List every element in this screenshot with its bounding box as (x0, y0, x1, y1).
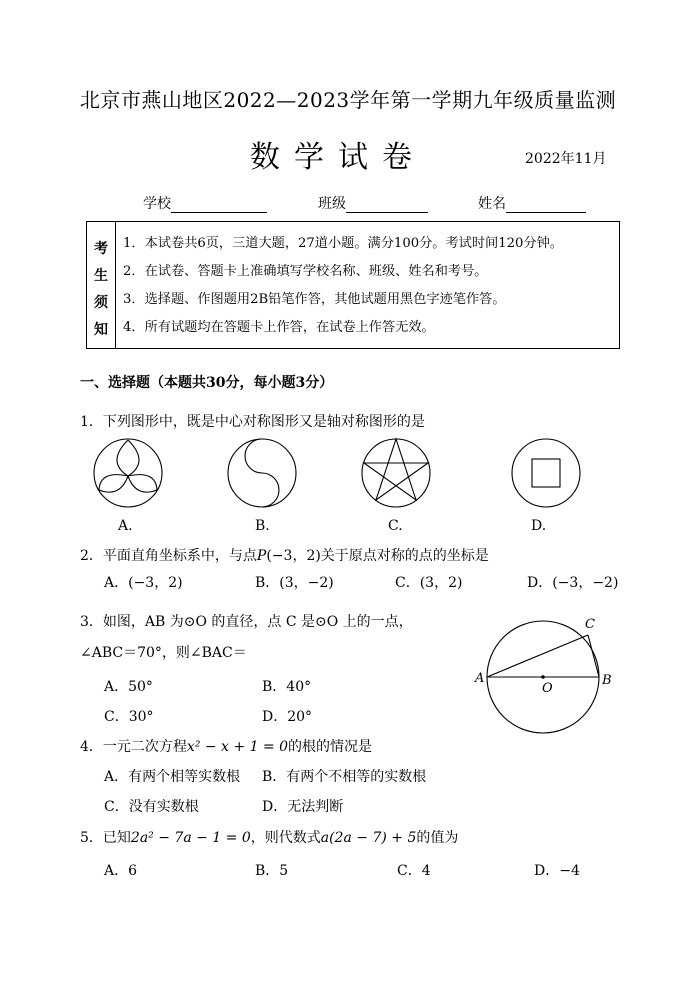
q2-stem (80, 545, 489, 565)
q1-option-a: A. (118, 518, 133, 534)
name-field (478, 193, 586, 213)
center-point (541, 675, 545, 679)
label-c: C (585, 617, 595, 632)
school-blank (171, 198, 267, 213)
school-label: 学校 (143, 196, 171, 212)
q4-equation: x² − x + 1 = 0 (186, 739, 289, 755)
chord-ac (487, 635, 588, 677)
school-field (143, 193, 267, 213)
q3-option-b: B．40° (262, 679, 312, 695)
notice-heading-char: 知 (94, 322, 108, 338)
q4-stem-b: 的根的情况是 (288, 739, 373, 755)
notice-line: 2．在试卷、答题卡上准确填写学校名称、班级、姓名和考号。 (123, 264, 488, 279)
q3-stem-line2: ∠ABC＝70°，则∠BAC＝ (80, 645, 247, 661)
class-label: 班级 (318, 196, 346, 212)
figure-d-square (512, 439, 580, 507)
q3-stem-line1: 3．如图，AB 为⊙O 的直径，点 C 是⊙O 上的一点， (80, 614, 413, 630)
q5-option-b: B．5 (255, 863, 289, 879)
q2-point: P (256, 548, 267, 564)
q4-option-a: A．有两个相等实数根 (104, 769, 241, 785)
q3-option-c: C．30° (104, 709, 154, 725)
figure-b-s-curve (228, 439, 296, 507)
q5-option-d: D．−4 (534, 863, 580, 879)
exam-date: 2022年11月 (525, 151, 607, 167)
q5-stem (80, 827, 458, 847)
name-label: 姓名 (478, 196, 506, 212)
q4-stem (80, 736, 372, 756)
notice-line: 4．所有试题均在答题卡上作答，在试卷上作答无效。 (123, 320, 435, 335)
q5-option-c: C．4 (397, 863, 431, 879)
q3-option-d: D．20° (262, 709, 313, 725)
q4-option-d: D．无法判断 (262, 799, 344, 815)
q1-figures (90, 436, 590, 510)
q2-option-c: C．(3，2) (395, 575, 463, 591)
q5-expression: a(2a − 7) + 5 (320, 830, 417, 846)
chord-bc (588, 635, 599, 677)
q2-option-d: D．(−3，−2) (527, 575, 619, 591)
q3-circle-figure (472, 612, 622, 742)
q1-option-b: B. (255, 518, 270, 534)
figure-c-pentagram (362, 439, 430, 507)
notice-heading-char: 须 (94, 295, 108, 311)
q4-option-c: C．没有实数根 (104, 799, 199, 815)
q2-stem-a: 2．平面直角坐标系中，与点 (80, 548, 257, 564)
notice-heading-char: 考 (94, 241, 108, 257)
name-blank (506, 198, 586, 213)
q2-option-b: B．(3，−2) (255, 575, 334, 591)
q2-stem-b: (−3，2)关于原点对称的点的坐标是 (266, 548, 489, 564)
section-title: 一、选择题（本题共30分，每小题3分） (80, 375, 334, 391)
q5-equation: 2a² − 7a − 1 = 0 (130, 830, 251, 846)
label-o: O (542, 681, 553, 696)
subject-title: 数学试卷 (250, 140, 426, 175)
q5-stem-b: ，则代数式 (250, 830, 321, 846)
class-blank (346, 198, 428, 213)
label-b: B (602, 673, 612, 688)
class-field (318, 193, 428, 213)
figure-a-triple-arcs (94, 439, 162, 507)
q1-stem: 1．下列图形中，既是中心对称图形又是轴对称图形的是 (80, 414, 425, 430)
label-a: A (475, 671, 485, 686)
q1-option-d: D. (531, 518, 547, 534)
q5-stem-c: 的值为 (416, 830, 459, 846)
q2-option-a: A．(−3，2) (104, 575, 183, 591)
q5-option-a: A．6 (104, 863, 138, 879)
notice-box (86, 221, 620, 349)
q4-option-b: B．有两个不相等的实数根 (262, 769, 427, 785)
notice-heading (87, 222, 116, 348)
notice-line: 3．选择题、作图题用2B铅笔作答，其他试题用黑色字迹笔作答。 (123, 292, 506, 307)
notice-heading-char: 生 (94, 268, 108, 284)
notice-line: 1．本试卷共6页，三道大题，27道小题。满分100分。考试时间120分钟。 (123, 236, 563, 251)
q4-stem-a: 4．一元二次方程 (80, 739, 187, 755)
q5-stem-a: 5．已知 (80, 830, 131, 846)
exam-title: 北京市燕山地区2022—2023学年第一学期九年级质量监测 (79, 88, 617, 112)
q3-option-a: A．50° (104, 679, 153, 695)
q1-option-c: C. (388, 518, 403, 534)
